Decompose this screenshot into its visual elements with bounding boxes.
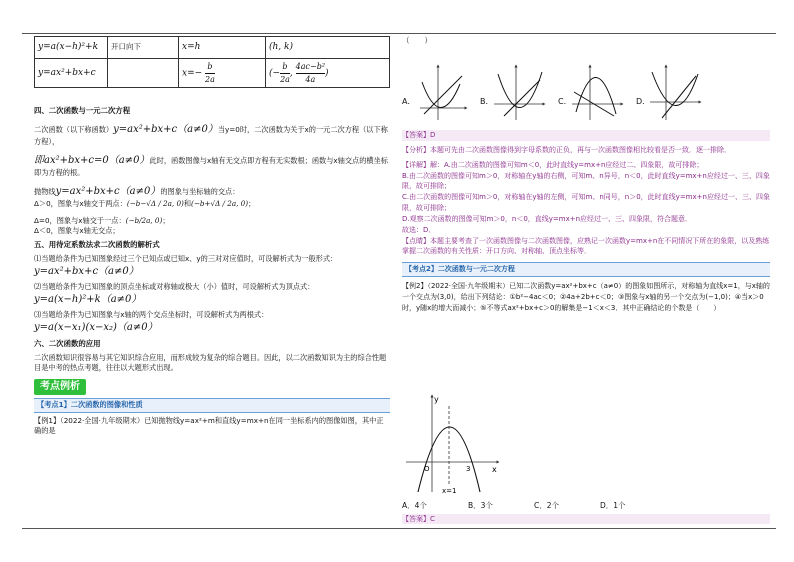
section-heading: 六、二次函数的应用 [34, 339, 101, 349]
section-heading: 五、用待定系数法求二次函数的解析式 [34, 239, 160, 249]
detail-5: 故选：D． [402, 225, 436, 234]
table-cell: y=a(x−h)²+k [35, 37, 108, 59]
detail-2: B.由二次函数的图像可知m＞0，对称轴在y轴的右侧，可知m、n异号，n＜0，此时直线y=mx+n应经过一、三、四象限，故可排除； [402, 171, 770, 191]
kp-heading: 【考点1】二次函数的图像和性质 [34, 398, 390, 412]
formula: (−b/2a, 0) [125, 215, 163, 225]
fraction-numerator: b [280, 61, 290, 74]
detail-1: 【详解】解：A.由二次函数的图像可知m＜0，此时直线y=mx+n应经过二、四象限，故可排除； [402, 160, 704, 169]
text: 和 [183, 199, 192, 209]
badge-examples: 考点例析 [34, 379, 86, 396]
detail-3: C.由二次函数的图像可知m＞0，对称轴在y轴的左侧，可知m、n同号，n＞0，此时直线y=mx+n应经过一、三、四象限，故可排除； [402, 193, 770, 213]
paragraph: Δ＜0，图象与x轴无交点； [34, 226, 120, 236]
text: Δ＞0，图象与x轴交于两点： [34, 199, 127, 209]
option-d-label: D． [636, 97, 651, 106]
solution-block [402, 130, 770, 314]
text: 此时，函数图像与x轴有无交点即方程有无实数根；函数与x轴交点的横坐标即为方程的根。 [34, 155, 388, 178]
paren: （ ） [402, 36, 432, 45]
table-cell: y=ax²+bx+c [35, 59, 108, 88]
fraction-numerator: 4ac−b² [296, 61, 325, 74]
table-cell: (h, k) [266, 37, 390, 59]
axis-formula: x=− [182, 68, 203, 79]
choices-row [402, 500, 770, 511]
answer-2: 【答案】C [402, 514, 770, 524]
analysis: 【分析】本题可先由二次函数图像得到字母系数的正负，再与一次函数图像相比较看是否一致．逐一排除． [402, 145, 731, 154]
tick-3-label: 3 [466, 465, 471, 473]
left-column [34, 36, 390, 437]
formula-table [34, 36, 390, 88]
fraction-denominator: 2a [205, 74, 215, 84]
choice-a: A．4个 [402, 501, 427, 510]
paragraph: ⑶当题给条件为已知图象与x轴的两个交点坐标时，可设解析式为两根式： [34, 310, 269, 320]
paragraph [34, 185, 390, 200]
choice-d: D．1个 [600, 501, 626, 510]
text: 当y=0时，二次函数为关于x的一元二次方程（以下称方程）， [34, 124, 388, 147]
option-a-label: A． [402, 97, 416, 106]
comment: 【点睛】本题主要考查了一次函数图像与二次函数图像，应熟记一次函数y=mx+n在不同情况下所在的象限，以及熟练掌握二次函数的有关性质：开口方向、对称轴、顶点坐标等． [402, 236, 770, 256]
choice-c: C．2个 [534, 501, 560, 510]
example-paragraph: 【例1】（2022·全国·九年级期末）已知抛物线y=ax²+m和直线y=mx+n在同一坐标系内的图像如图，其中正确的是 [34, 415, 384, 436]
paragraph: ⑵当题给条件为已知图象的顶点坐标或对称轴或极大（小）值时，可设解析式为顶点式： [34, 282, 315, 292]
graph-a [420, 66, 466, 120]
graph-d [650, 66, 700, 120]
paragraph [34, 123, 390, 148]
text: ； [162, 215, 170, 225]
option-b-label: B． [480, 97, 494, 106]
formula: y=ax²+bx+c（a≠0） [34, 265, 139, 277]
paragraph [34, 216, 390, 226]
detail-4: D.观察二次函数的图像可知m＞0，n＜0，直线y=mx+n应经过一、三、四象限，符合题意． [402, 214, 693, 223]
paragraph [34, 199, 390, 209]
y-label: y [434, 395, 439, 404]
table-cell: 开口向下 [108, 37, 179, 59]
formula: y=ax²+bx+c（a≠0） [113, 123, 218, 135]
choice-b: B．3个 [468, 501, 493, 510]
formula: (−b−√Δ / 2a, 0) [126, 199, 184, 209]
text: Δ=0，图象与x轴交于一点： [34, 215, 126, 225]
x-label: x [492, 465, 497, 474]
table-cell [108, 59, 179, 88]
top-rule [22, 33, 776, 34]
graph-c [572, 66, 622, 120]
text: 的图象与坐标轴的交点： [160, 186, 240, 196]
formula: y=ax²+bx+c（a≠0） [55, 185, 161, 197]
text: ； [248, 199, 256, 209]
right-column [402, 36, 770, 47]
formula: y=a(x−x₁)(x−x₂)（a≠0） [34, 321, 158, 333]
paragraph [34, 154, 390, 179]
table-cell [179, 59, 266, 88]
table-cell: (− $\frac{b}{2a}$ , $\frac{\text{4ac−b²}}{4a}$ ) [266, 59, 390, 88]
section-heading: 四、二次函数与一元二次方程 [34, 106, 131, 116]
axis-label: x=1 [442, 487, 457, 495]
paragraph: ⑴当题给条件为已知图象经过三个已知点或已知x、y的三对对应值时，可设解析式为一般形式： [34, 254, 338, 264]
formula: y=a(x−h)²+k（a≠0） [34, 293, 142, 305]
text: 抛物线 [34, 186, 56, 196]
fraction-denominator: 2a [280, 74, 290, 84]
bottom-rule [22, 528, 776, 529]
formula: (−b+√Δ / 2a, 0) [191, 199, 249, 209]
graph-b [494, 66, 544, 120]
text: 二次函数（以下称函数） [34, 124, 114, 134]
fraction-denominator: 4a [305, 74, 316, 84]
kp-heading: 【考点2】二次函数与一元二次方程 [402, 262, 770, 277]
table-cell: x=h [179, 37, 266, 59]
option-c-label: C． [558, 97, 572, 106]
answer-1: 【答案】D [402, 130, 770, 141]
fraction-numerator: b [205, 61, 215, 74]
example2-graph [402, 392, 502, 496]
example-paragraph: 【例2】（2022·全国·九年级期末）已知二次函数y=ax²+bx+c（a≠0）的图象如图所示，对称轴为直线x=1，与x轴的一个交点为(3,0)，给出下列结论：①b²−4ac＜0；②4a+2b+c＜0；③图象与x轴的另一个交点为(−1,0)；④当x＞0时，y随x的增大而减小；⑤不等式ax²+bx+c＞0的解集是−1＜x＜3．其中正确结论的个数是（ ） [402, 282, 770, 312]
formula: 即ax²+bx+c=0（a≠0） [34, 154, 150, 166]
paragraph: 二次函数知识很容易与其它知识综合应用，而形成较为复杂的综合题目。因此，以二次函数知识为主的综合性题目是中考的热点考题，往往以大题形式出现。 [34, 352, 387, 373]
option-graphs [400, 62, 772, 122]
origin-label: O [424, 465, 430, 473]
